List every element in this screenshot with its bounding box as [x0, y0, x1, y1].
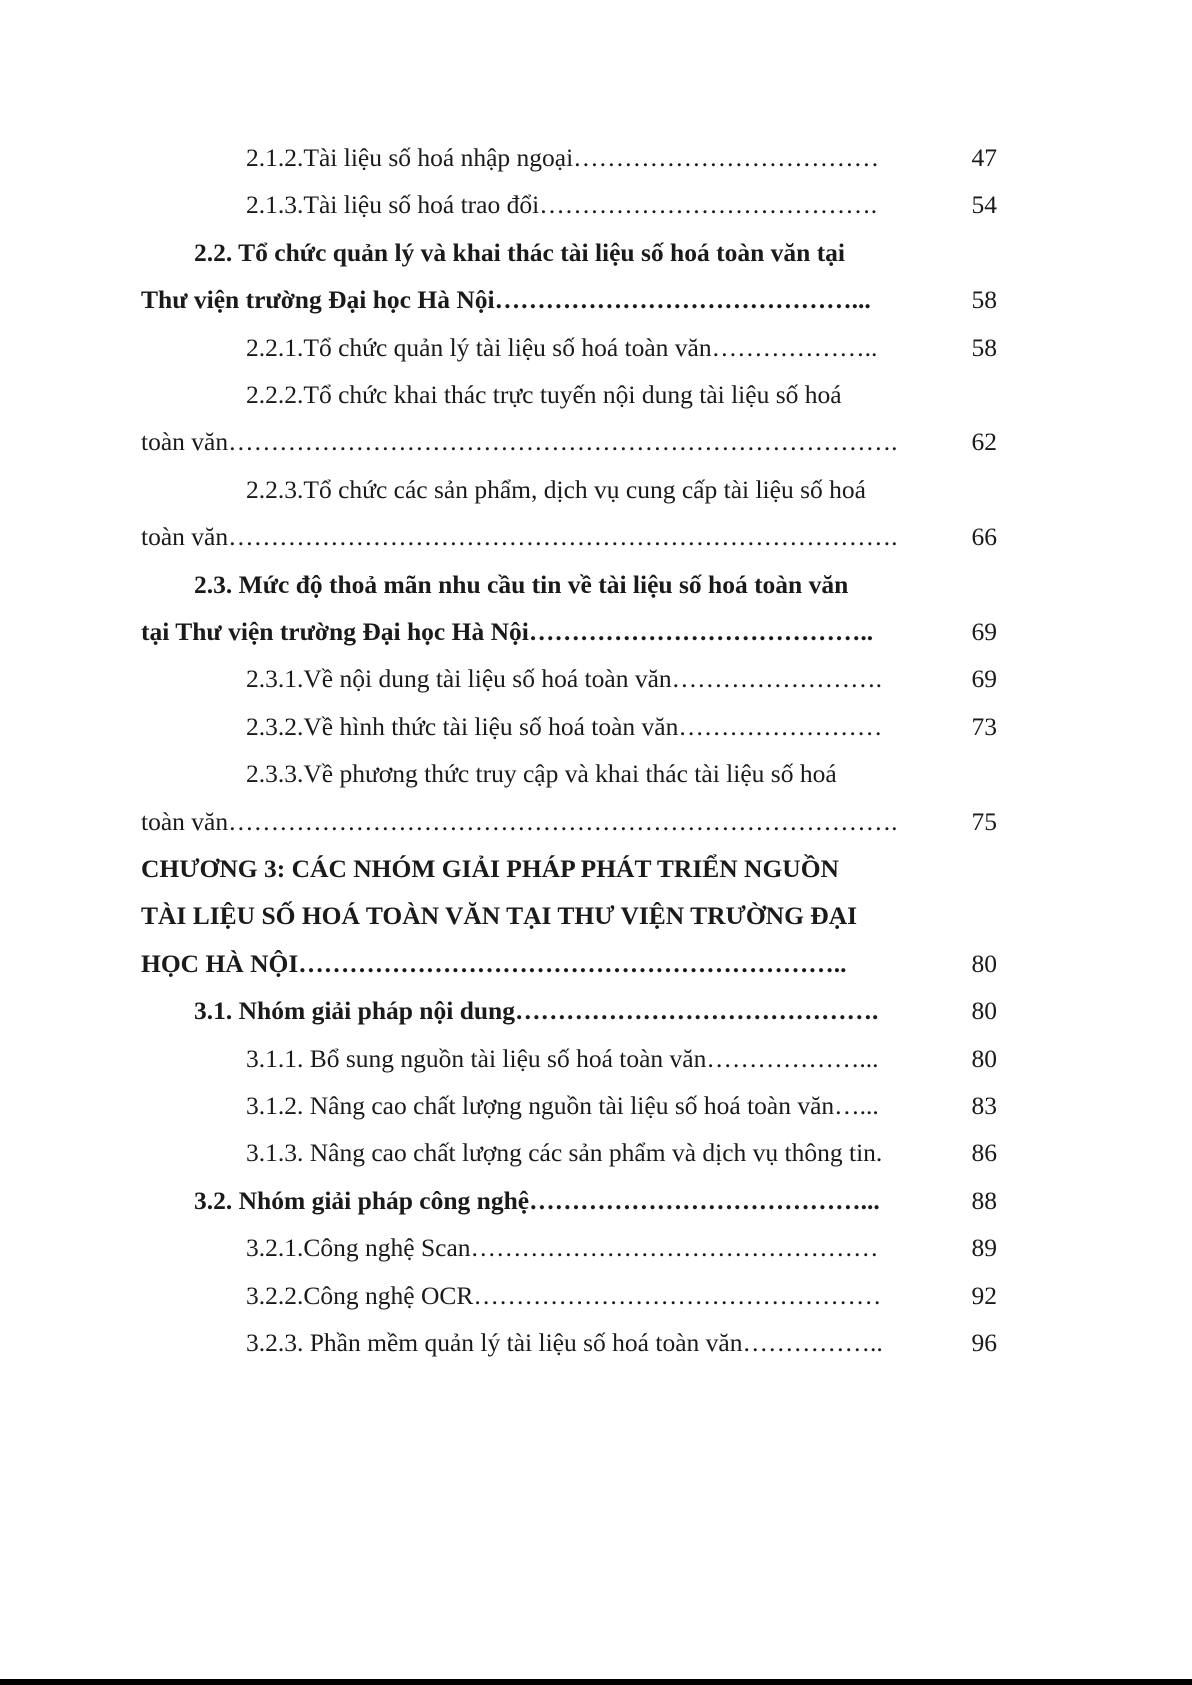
toc-entry	[0, 1035, 1192, 1082]
toc-entry	[0, 229, 1192, 276]
toc-entry-page-number: 83	[971, 1091, 997, 1120]
toc-entry-page-number: 69	[971, 617, 997, 646]
toc-entry-title: 2.2. Tổ chức quản lý và khai thác tài liệu số hoá toàn văn tại	[194, 237, 846, 267]
toc-entry-title: toàn văn…………………………………………………………………….	[141, 806, 898, 836]
toc-entry-page-number: 58	[971, 285, 997, 315]
toc-entry-title: 3.1.3. Nâng cao chất lượng các sản phẩm và dịch vụ thông tin.	[246, 1138, 883, 1168]
toc-entry	[0, 276, 1192, 323]
toc-entry	[0, 940, 1192, 987]
toc-entry-title: 2.3.3.Về phương thức truy cập và khai thác tài liệu số hoá	[246, 759, 837, 789]
toc-entry-page-number: 80	[971, 948, 997, 978]
toc-entry-title: 3.1.2. Nâng cao chất lượng nguồn tài liệu số hoá toàn văn…...	[246, 1091, 879, 1120]
toc-entry-page-number: 69	[971, 664, 997, 694]
toc-entry	[0, 513, 1192, 560]
toc-entry-title: toàn văn…………………………………………………………………….	[141, 427, 898, 457]
toc-entry-page-number: 80	[971, 1043, 997, 1073]
toc-entry-title: 2.2.3.Tổ chức các sản phẩm, dịch vụ cung cấp tài liệu số hoá	[246, 474, 866, 504]
toc-entry	[0, 561, 1192, 608]
toc-entry-title: Thư viện trường Đại học Hà Nội……………………………………...	[141, 285, 871, 315]
toc-entry	[0, 703, 1192, 750]
toc-entry-title: 2.2.1.Tổ chức quản lý tài liệu số hoá toàn văn………………..	[246, 332, 878, 362]
toc-entry	[0, 418, 1192, 465]
toc-entry-page-number: 75	[971, 806, 997, 836]
toc-entry	[0, 655, 1192, 702]
toc-entry-page-number: 88	[971, 1185, 997, 1215]
toc-entry-page-number: 86	[971, 1138, 997, 1168]
toc-entry-title: 2.1.3.Tài liệu số hoá trao đổi………………………………….	[246, 190, 878, 220]
toc-entry	[0, 892, 1192, 939]
toc-entry	[0, 1177, 1192, 1224]
toc-entry	[0, 371, 1192, 418]
toc-entry-title: TÀI LIỆU SỐ HOÁ TOÀN VĂN TẠI THƯ VIỆN TRƯỜNG ĐẠI	[141, 901, 858, 931]
toc-entry-title: CHƯƠNG 3: CÁC NHÓM GIẢI PHÁP PHÁT TRIỂN NGUỒN	[141, 854, 839, 883]
toc-entry	[0, 1082, 1192, 1129]
toc-entry-page-number: 47	[971, 143, 997, 172]
toc-entry	[0, 798, 1192, 845]
toc-entry-title: tại Thư viện trường Đại học Hà Nội…………………………………..	[141, 617, 874, 646]
toc-entry	[0, 1129, 1192, 1176]
toc-entry-title: 3.2.1.Công nghệ Scan…………………………………………	[246, 1233, 879, 1263]
toc-entry-title: 2.2.2.Tổ chức khai thác trực tuyến nội dung tài liệu số hoá	[246, 380, 842, 409]
toc-entry-page-number: 58	[971, 332, 997, 362]
toc-entry-title: 2.3. Mức độ thoả mãn nhu cầu tin về tài liệu số hoá toàn văn	[194, 569, 849, 599]
toc-entry-title: 2.3.1.Về nội dung tài liệu số hoá toàn văn…………………….	[246, 664, 883, 694]
toc-entry	[0, 134, 1192, 181]
toc-entry	[0, 1224, 1192, 1271]
toc-entry	[0, 987, 1192, 1034]
toc-entry-page-number: 96	[971, 1328, 997, 1357]
toc-entry-page-number: 62	[971, 427, 997, 457]
toc-entry-title: toàn văn…………………………………………………………………….	[141, 522, 898, 552]
toc-entry	[0, 1319, 1192, 1366]
toc-entry	[0, 181, 1192, 228]
toc-entry-page-number: 89	[971, 1233, 997, 1263]
toc-entry	[0, 750, 1192, 797]
toc-entry-page-number: 92	[971, 1280, 997, 1310]
toc-entry	[0, 324, 1192, 371]
toc-entry-page-number: 80	[971, 996, 997, 1026]
toc-entry-title: 2.3.2.Về hình thức tài liệu số hoá toàn văn……………………	[246, 711, 883, 741]
toc-entry-title: 3.2.2.Công nghệ OCR…………………………………………	[246, 1280, 882, 1310]
toc-entry-page-number: 66	[971, 522, 997, 552]
toc-entry-title: 3.1. Nhóm giải pháp nội dung…………………………………….	[194, 996, 879, 1026]
bottom-edge-line	[0, 1679, 1192, 1685]
toc-entry-title: HỌC HÀ NỘI………………………………………………………..	[141, 948, 847, 978]
toc-entry	[0, 466, 1192, 513]
toc-entry	[0, 845, 1192, 892]
toc-entry-page-number: 73	[971, 711, 997, 741]
toc-entry-title: 2.1.2.Tài liệu số hoá nhập ngoại………………………………	[246, 143, 880, 172]
toc-entry-title: 3.2. Nhóm giải pháp công nghệ…………………………………...	[194, 1185, 880, 1215]
toc-entry	[0, 1272, 1192, 1319]
toc-entry	[0, 608, 1192, 655]
toc-entry-page-number: 54	[971, 190, 997, 220]
toc-entry-title: 3.1.1. Bổ sung nguồn tài liệu số hoá toàn văn………………...	[246, 1043, 879, 1073]
toc-entry-title: 3.2.3. Phần mềm quản lý tài liệu số hoá toàn văn……………..	[246, 1328, 883, 1357]
